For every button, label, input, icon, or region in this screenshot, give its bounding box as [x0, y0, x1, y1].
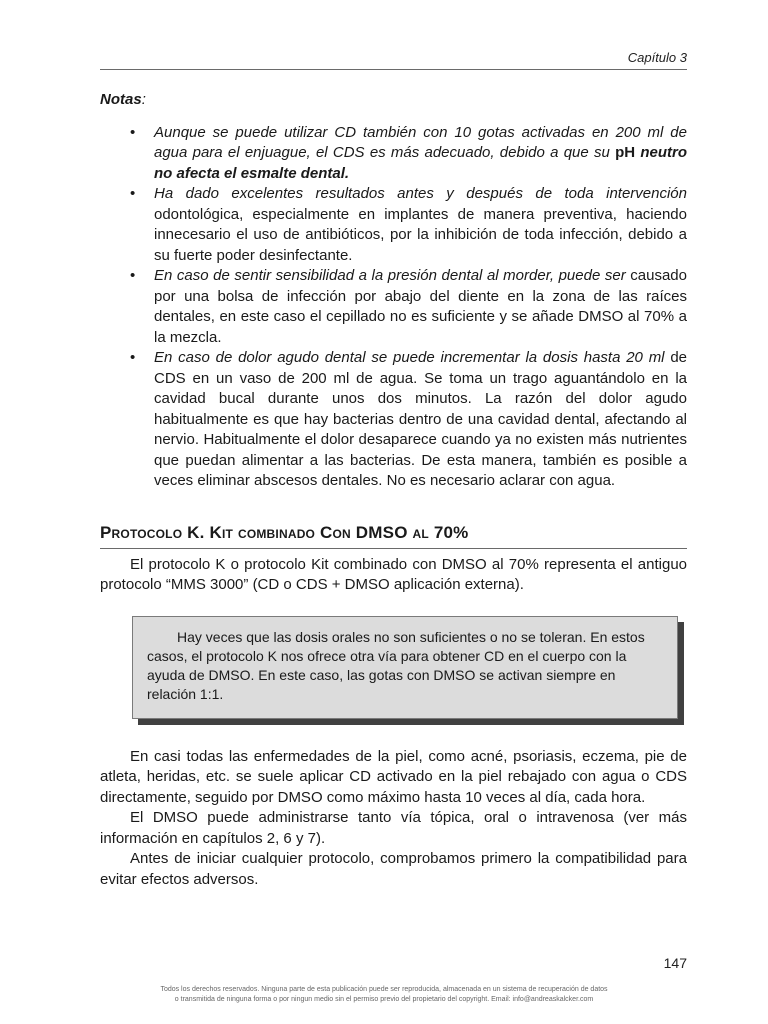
footer-line: Todos los derechos reservados. Ninguna parte de esta publicación puede ser reproducida, almacenada en un sistema de recuperación de datos: [160, 986, 608, 993]
body-paragraph: En casi todas las enfermedades de la piel, como acné, psoriasis, eczema, pie de atleta, heridas, etc. se suele aplicar CD activado en la piel rebajado con agua o CDS directamente, seguido por DMSO como máximo hasta 10 veces al día, cada hora.: [100, 747, 687, 806]
header-rule: [100, 69, 687, 70]
page-content: [100, 90, 687, 890]
footer-line: o transmitida de ninguna forma o por ningun medio sin el permiso previo del propietario del copyright. Email: info@andreaskalcker.com: [174, 996, 594, 1003]
notes-title: [100, 90, 687, 111]
notes-title-text: Notas: [100, 91, 142, 108]
section-intro: El protocolo K o protocolo Kit combinado con DMSO al 70% representa el antiguo protocolo “MMS 3000” (CD o CDS + DMSO aplicación externa).: [100, 555, 687, 593]
bullet-text-segment: causado por una bolsa de infección por abajo del diente en la zona de las raíces dentales, en este caso el cepillado no es suficiente y se añade DMSO al 70% a la mezcla.: [154, 267, 687, 346]
notes-bullet-item: [100, 266, 687, 348]
notes-list: [100, 123, 687, 492]
bullet-text-segment: Aunque se puede utilizar CD también con 10 gotas activadas en 200 ml de agua para el enjuague, el CDS es más adecuado, debido a que su: [154, 123, 687, 161]
bullet-text-segment: En caso de sentir sensibilidad a la presión dental al morder, puede ser: [154, 267, 631, 284]
page-number: 147: [663, 955, 687, 971]
section-title: Protocolo K. Kit combinado Con DMSO al 70%: [100, 522, 469, 542]
body-paragraph: El DMSO puede administrarse tanto vía tópica, oral o intravenosa (ver más información en capítulos 2, 6 y 7).: [100, 809, 687, 847]
bullet-text-segment: de CDS en un vaso de 200 ml de agua. Se toma un trago aguantándolo en la cavidad bucal durante unos dos minutos. La razón del dolor agudo habitualmente es que hay bacterias dentro de una cavidad dental, afectando al nervio. Habitualmente el dolor desaparece cuando ya no existen más nutrientes que puedan alimentar a las bacterias. De esta manera, también es posible a veces eliminar abscesos dentales. No es necesario aclarar con agua.: [154, 349, 687, 489]
bullet-dot-icon: •: [130, 123, 136, 141]
chapter-label: Capítulo 3: [627, 50, 687, 65]
callout-box: [132, 616, 678, 719]
callout-text: Hay veces que las dosis orales no son suficientes o no se toleran. En estos casos, el protocolo K nos ofrece otra vía para obtener CD en el cuerpo con la ayuda de DMSO. En este caso, las gotas con DMSO se activan siempre en relación 1:1.: [147, 628, 645, 702]
bullet-dot-icon: •: [130, 349, 136, 366]
bullet-text-segment: neutro no afecta el esmalte dental.: [154, 144, 688, 182]
section-rule: [100, 548, 687, 549]
notes-title-colon: :: [141, 91, 146, 108]
bullet-text-segment: pH: [615, 144, 636, 161]
notes-bullet-item: [100, 184, 687, 266]
bullet-text-segment: Ha dado excelentes resultados antes y después de toda intervención: [154, 185, 687, 202]
bullet-text-segment: odontológica, especialmente en implantes de manera preventiva, haciendo innecesario el uso de antibióticos, por la inhibición de toda infección, debido a su fuerte poder desinfectante.: [154, 205, 687, 264]
bullet-text-segment: En caso de dolor agudo dental se puede incrementar la dosis hasta 20 ml: [154, 349, 671, 366]
bullet-dot-icon: •: [130, 185, 136, 202]
copyright-footer: [0, 985, 768, 1005]
notes-bullet-item: [100, 123, 687, 185]
body-paragraph: Antes de iniciar cualquier protocolo, comprobamos primero la compatibilidad para evitar efectos adversos.: [100, 850, 687, 888]
bullet-dot-icon: •: [130, 267, 136, 284]
notes-bullet-item: [100, 348, 687, 492]
